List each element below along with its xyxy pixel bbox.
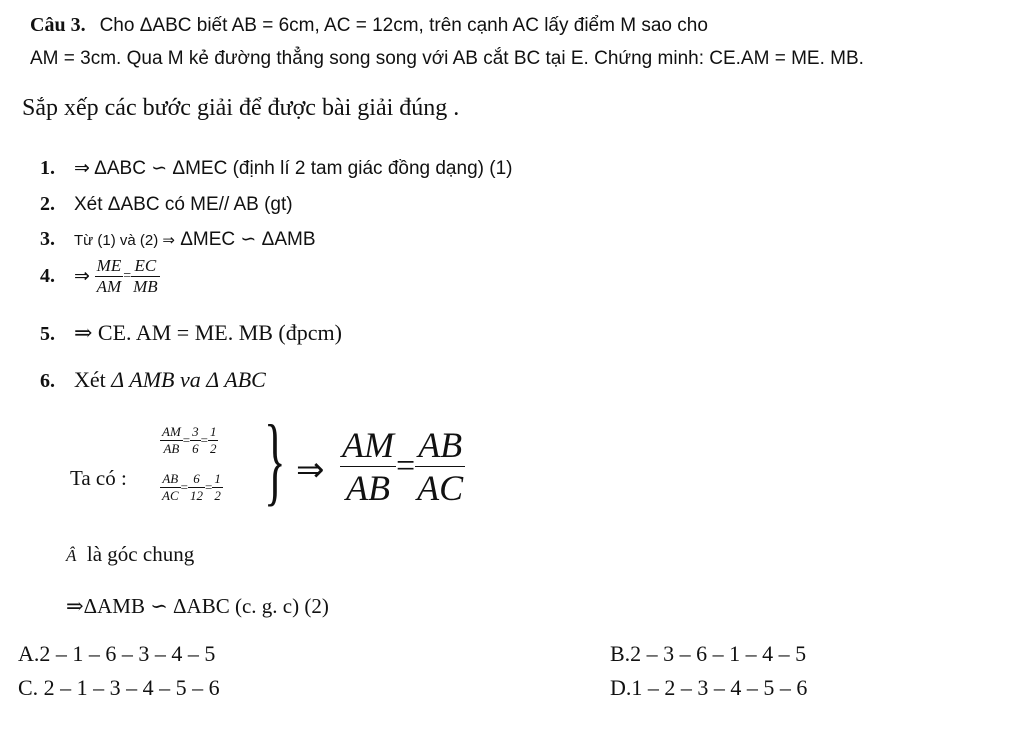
step-text: Xét	[74, 367, 106, 392]
ratio-row-1: $\frac{AM}{AB}$ = $\frac{3}{6}$ = $\frac{1}{2}$	[162, 424, 217, 456]
step-5	[40, 320, 342, 346]
step-4	[40, 256, 160, 297]
step-number: 1.	[40, 157, 55, 179]
option-b[interactable]: B.2 – 3 – 6 – 1 – 4 – 5	[610, 641, 807, 666]
ratio-row-2: $\frac{AB}{AC}$ = $\frac{6}{12}$ = $\frac{1}{2}$	[162, 471, 221, 503]
step-text: ⇒ ΔABC ∽ ΔMEC (định lí 2 tam giác đồng dạng) (1)	[74, 158, 513, 179]
step-text: Xét ΔABC có ME// AB (gt)	[74, 194, 293, 215]
question-number: Câu 3.	[30, 14, 86, 36]
step-2	[40, 193, 293, 216]
fraction-6-12: $\frac{6}{12}$	[189, 471, 203, 503]
fraction-ab-ac: $\frac{AB}{AC}$	[162, 471, 179, 503]
question-line-1: Cho ΔABC biết AB = 6cm, AC = 12cm, trên cạnh AC lấy điểm M sao cho	[99, 15, 708, 36]
step-number: 3.	[40, 228, 55, 250]
equals-sign: =	[123, 268, 132, 284]
option-d[interactable]: D.1 – 2 – 3 – 4 – 5 – 6	[610, 675, 808, 700]
fraction-ab-ac-big: $\frac{AB}{AC}$	[417, 425, 464, 508]
big-ratio: $\frac{AM}{AB}$ = $\frac{AB}{AC}$	[342, 425, 464, 508]
instruction: Sắp xếp các bước giải để được bài giải đúng .	[22, 95, 460, 121]
step-number: 2.	[40, 193, 55, 215]
step-number: 5.	[40, 323, 55, 345]
fraction-1-2: $\frac{1}{2}$	[214, 471, 221, 503]
fraction-ec-mb: $\frac{EC}{MB}$	[133, 256, 158, 296]
similarity-conclusion: ⇒ΔAMB ∽ ΔABC (c. g. c) (2)	[66, 594, 329, 618]
step-1	[40, 157, 512, 180]
step-text-italic: Δ AMB va Δ ABC	[111, 367, 266, 392]
step-text-small: Từ (1) và (2) ⇒	[74, 232, 175, 249]
step-6	[40, 367, 266, 393]
fraction-am-ab: $\frac{AM}{AB}$	[162, 424, 181, 456]
fraction-1-2: $\frac{1}{2}$	[209, 424, 217, 456]
ta-co-label: Ta có :	[70, 466, 127, 490]
option-a[interactable]: A.2 – 1 – 6 – 3 – 4 – 5	[18, 641, 216, 666]
fraction-3-6: $\frac{3}{6}$	[192, 424, 199, 456]
step-number: 4.	[40, 265, 55, 287]
angle-symbol: Â	[66, 546, 77, 565]
fraction-me-am: $\frac{ME}{AM}$	[96, 256, 122, 296]
step-text: ⇒ CE. AM = ME. MB (đpcm)	[74, 320, 342, 345]
step-text: ΔMEC ∽ ΔAMB	[180, 229, 316, 250]
angle-text: là góc chung	[86, 542, 195, 566]
right-brace: }	[264, 404, 286, 515]
implies-arrow-big: ⇒	[296, 451, 325, 489]
option-c[interactable]: C. 2 – 1 – 3 – 4 – 5 – 6	[18, 675, 220, 700]
step-3	[40, 228, 316, 251]
common-angle	[66, 542, 194, 567]
fraction-am-ab-big: $\frac{AM}{AB}$	[342, 425, 394, 508]
question-line-2: AM = 3cm. Qua M kẻ đường thẳng song song với AB cắt BC tại E. Chứng minh: CE.AM = ME. MB.	[30, 48, 864, 69]
implies-arrow: ⇒	[74, 266, 90, 287]
step-number: 6.	[40, 370, 55, 392]
question-header	[30, 14, 708, 37]
